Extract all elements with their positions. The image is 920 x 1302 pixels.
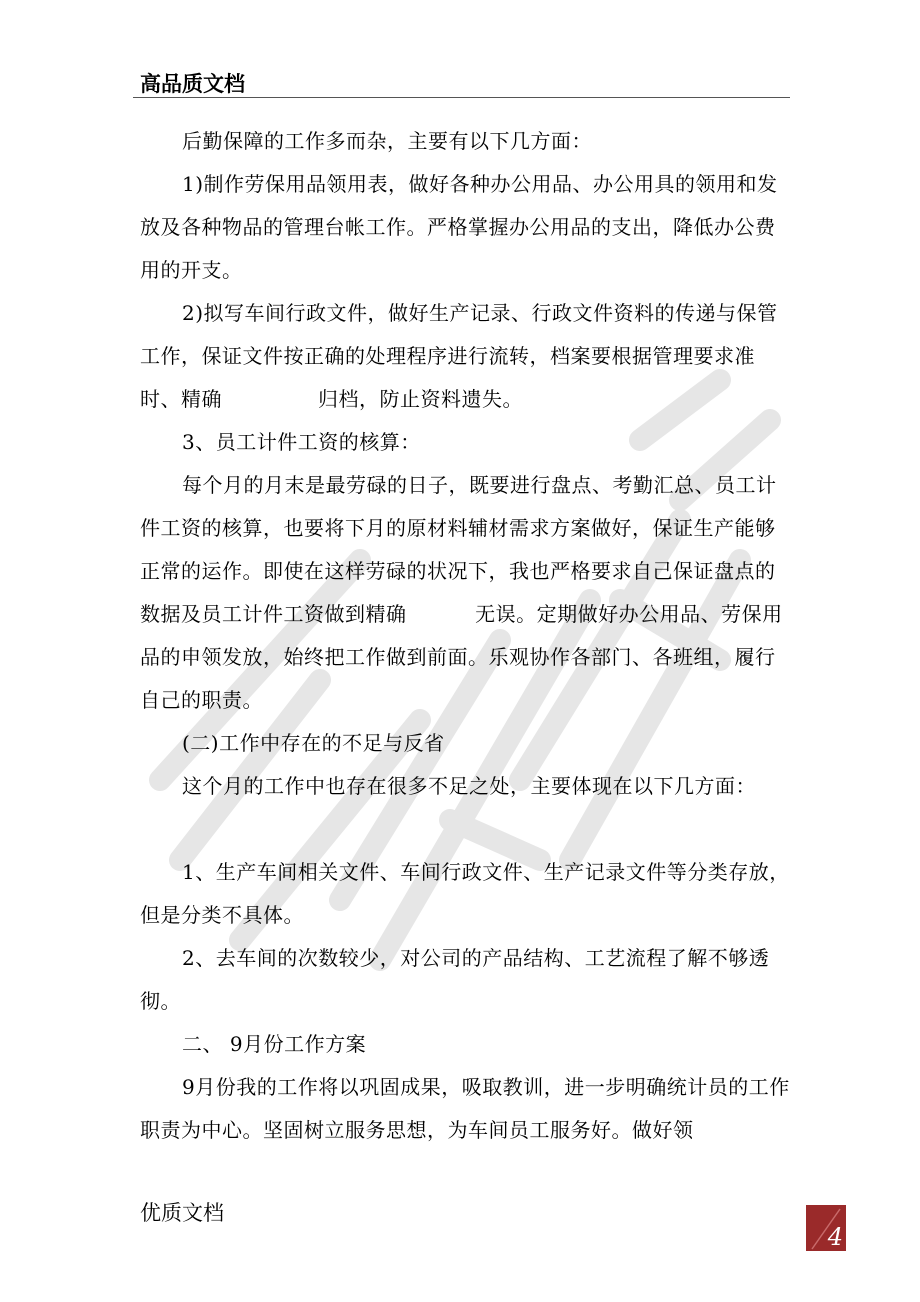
paragraph: 3、员工计件工资的核算： bbox=[182, 430, 421, 454]
paragraph: 9月份我的工作将以巩固成果，吸取教训，进一步明确统计员的工作职责为中心。坚固树立服务思想，为车间员工服务好。做好领 bbox=[140, 1075, 790, 1142]
section-heading: 二、 9月份工作方案 bbox=[182, 1032, 367, 1056]
header-title: 高品质文档 bbox=[140, 72, 245, 96]
paragraph: 这个月的工作中也存在很多不足之处，主要体现在以下几方面： bbox=[182, 774, 756, 798]
paragraph: 1、生产车间相关文件、车间行政文件、生产记录文件等分类存放，但是分类不具体。 bbox=[140, 860, 790, 927]
paragraph: 每个月的月末是最劳碌的日子，既要进行盘点、考勤汇总、员工计件工资的核算，也要将下月的原材料辅材需求方案做好，保证生产能够正常的运作。即使在这样劳碌的状况下，我也严格要求自己保证盘点的数据及员工计件工资做到精确 无误。定期做好办公用品、劳保用品的申领发放，始终把工作做到前面。乐观协作各部门、各班组，履行自己的职责。 bbox=[140, 473, 783, 712]
page-number-badge bbox=[806, 1205, 846, 1251]
section-heading: (二)工作中存在的不足与反省 bbox=[182, 731, 445, 755]
page-number: 4 bbox=[827, 1223, 843, 1251]
paragraph: 2)拟写车间行政文件，做好生产记录、行政文件资料的传递与保管工作，保证文件按正确的处理程序进行流转，档案要根据管理要求准时、精确 归档，防止资料遗失。 bbox=[140, 301, 778, 411]
paragraph: 后勤保障的工作多而杂，主要有以下几方面： bbox=[182, 129, 592, 153]
footer-title: 优质文档 bbox=[140, 1201, 224, 1225]
paragraph: 2、去车间的次数较少，对公司的产品结构、工艺流程了解不够透彻。 bbox=[140, 946, 770, 1013]
document-body bbox=[140, 120, 792, 1152]
paragraph: 1)制作劳保用品领用表，做好各种办公用品、办公用具的领用和发放及各种物品的管理台帐工作。严格掌握办公用品的支出，降低办公费用的开支。 bbox=[140, 172, 778, 282]
header-divider bbox=[133, 97, 790, 98]
